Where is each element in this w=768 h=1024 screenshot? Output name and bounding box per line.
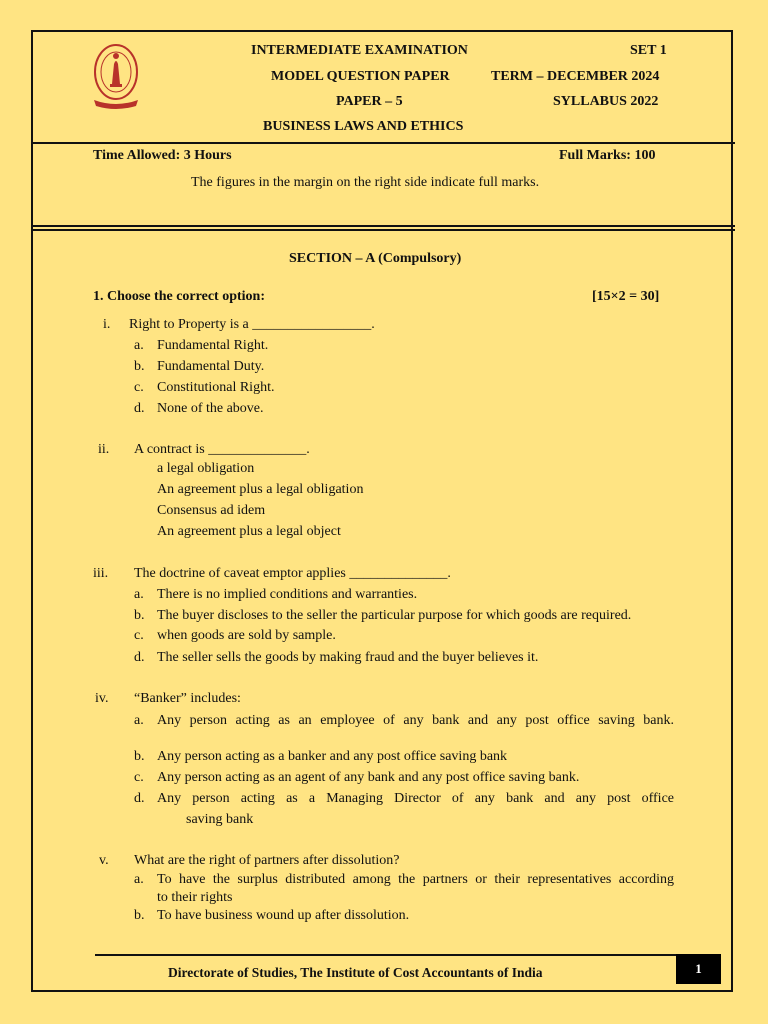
option-letter: d. (134, 401, 145, 416)
option-letter: c. (134, 770, 144, 785)
option-letter: a. (134, 587, 144, 602)
question-text: What are the right of partners after dissolution? (134, 853, 400, 868)
full-marks: Full Marks: 100 (559, 148, 656, 163)
syllabus-label: SYLLABUS 2022 (553, 94, 659, 109)
option-text: Any person acting as a Managing Director of any bank and any post office (157, 791, 674, 806)
exam-title: INTERMEDIATE EXAMINATION (251, 43, 468, 58)
option-text: An agreement plus a legal obligation (157, 482, 364, 497)
subject-title: BUSINESS LAWS AND ETHICS (263, 119, 464, 134)
option-text: The seller sells the goods by making fraud and the buyer believes it. (157, 650, 539, 665)
option-text: Fundamental Right. (157, 338, 269, 353)
institute-logo (90, 40, 142, 112)
paper-number: PAPER – 5 (336, 94, 403, 109)
option-letter: b. (134, 359, 145, 374)
question-1-label: 1. Choose the correct option: (93, 289, 265, 304)
set-label: SET 1 (630, 43, 667, 58)
option-text: when goods are sold by sample. (157, 628, 336, 643)
divider-double-top (31, 225, 735, 227)
option-text-continued: to their rights (157, 890, 233, 905)
option-letter: a. (134, 872, 144, 887)
option-letter: b. (134, 608, 145, 623)
option-letter: c. (134, 380, 144, 395)
option-text: Constitutional Right. (157, 380, 275, 395)
option-letter: b. (134, 749, 145, 764)
footer-divider (95, 954, 721, 956)
option-text: The buyer discloses to the seller the particular purpose for which goods are required. (157, 608, 632, 623)
question-text: Right to Property is a _________________. (129, 317, 375, 332)
option-text: Consensus ad idem (157, 503, 266, 518)
option-letter: d. (134, 650, 145, 665)
option-text: Any person acting as an agent of any bank and any post office saving bank. (157, 770, 580, 785)
term-label: TERM – DECEMBER 2024 (491, 69, 660, 84)
header-divider (31, 142, 735, 144)
divider-double-bottom (31, 229, 735, 231)
question-number: ii. (98, 442, 110, 457)
paper-type: MODEL QUESTION PAPER (271, 69, 450, 84)
option-text: Any person acting as a banker and any post office saving bank (157, 749, 508, 764)
option-letter: c. (134, 628, 144, 643)
time-allowed: Time Allowed: 3 Hours (93, 148, 232, 163)
question-text: The doctrine of caveat emptor applies ______________. (134, 566, 451, 581)
question-text: “Banker” includes: (134, 691, 241, 706)
option-text: Any person acting as an employee of any bank and any post office saving bank. (157, 713, 674, 728)
option-text: Fundamental Duty. (157, 359, 265, 374)
question-number: iii. (93, 566, 109, 581)
option-letter: d. (134, 791, 145, 806)
footer-text: Directorate of Studies, The Institute of Cost Accountants of India (168, 965, 543, 980)
option-text-continued: saving bank (186, 812, 254, 827)
option-text: To have the surplus distributed among the partners or their representatives according (157, 872, 674, 887)
option-text: None of the above. (157, 401, 264, 416)
option-text: To have business wound up after dissolution. (157, 908, 410, 923)
option-letter: b. (134, 908, 145, 923)
question-number: v. (99, 853, 109, 868)
question-number: i. (103, 317, 111, 332)
question-text: A contract is ______________. (134, 442, 310, 457)
option-letter: a. (134, 713, 144, 728)
question-number: iv. (95, 691, 109, 706)
page-number: 1 (676, 954, 721, 984)
marks-note: The figures in the margin on the right side indicate full marks. (191, 175, 540, 190)
question-1-marks: [15×2 = 30] (592, 289, 660, 304)
option-text: An agreement plus a legal object (157, 524, 341, 539)
option-text: There is no implied conditions and warranties. (157, 587, 418, 602)
option-text: a legal obligation (157, 461, 255, 476)
option-letter: a. (134, 338, 144, 353)
section-title: SECTION – A (Compulsory) (289, 251, 462, 266)
